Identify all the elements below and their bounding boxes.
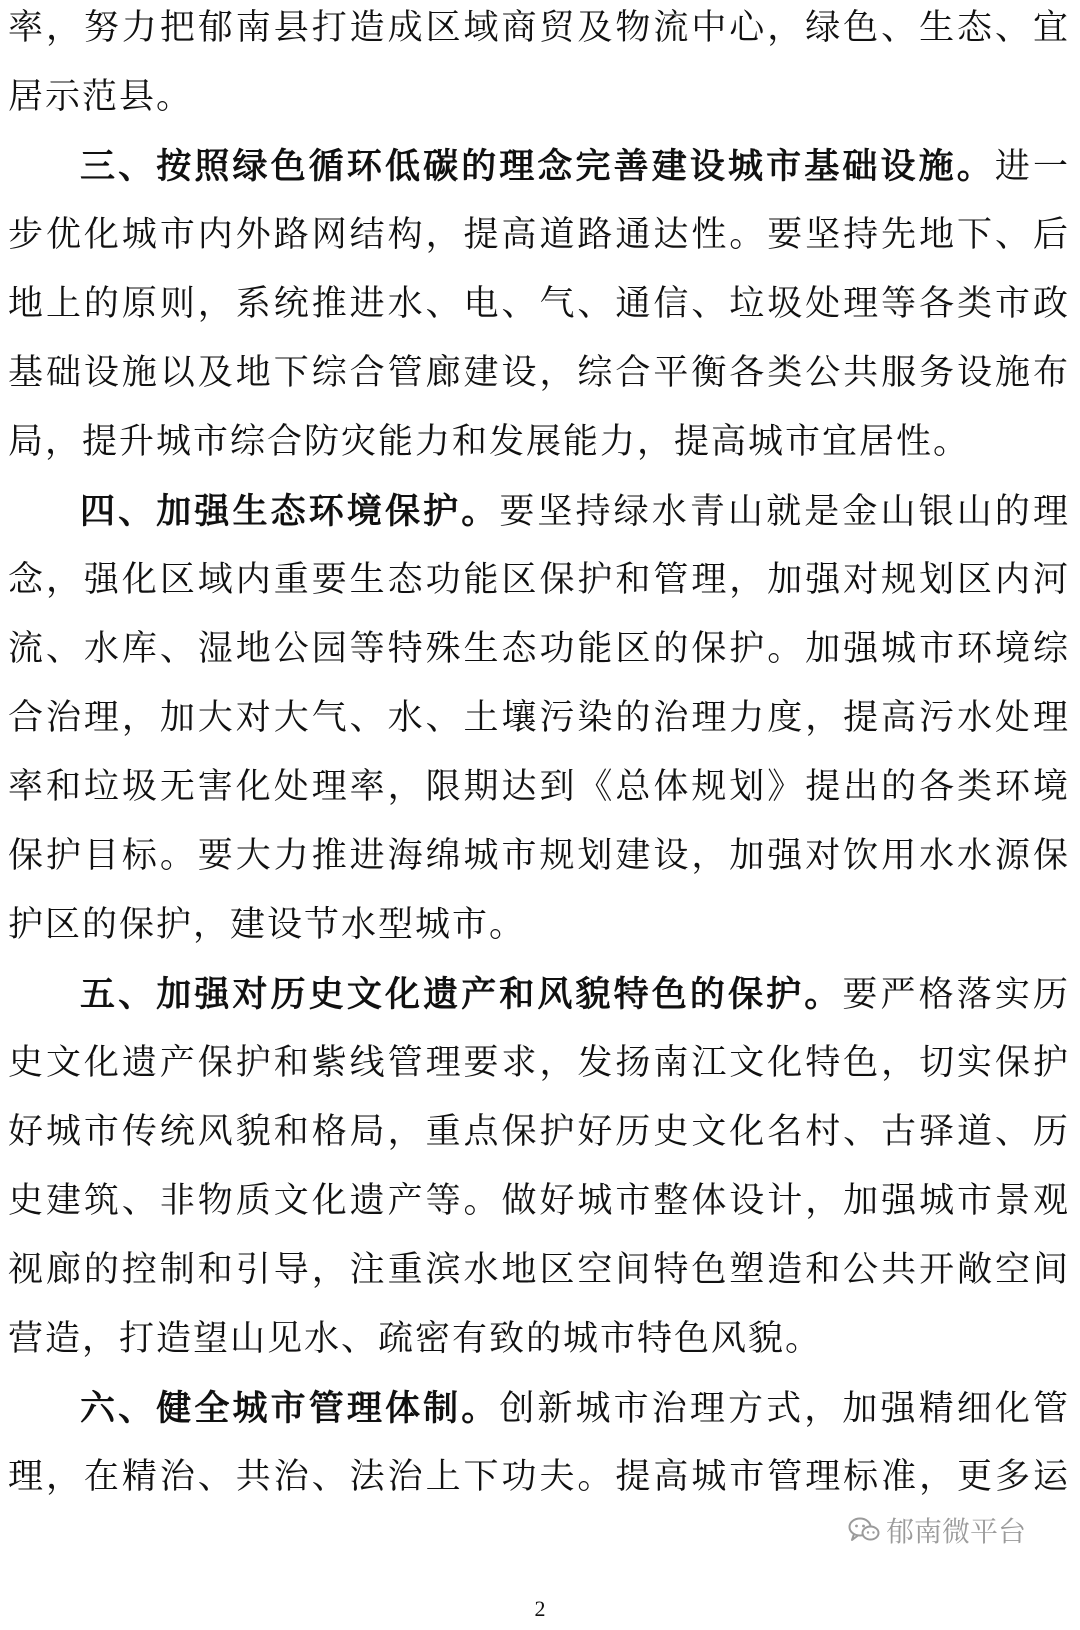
document-line (8, 408, 1068, 477)
document-line (8, 1098, 1068, 1167)
watermark (848, 1512, 1026, 1548)
line-text: 创新城市治理方式，加强精细化管 (499, 1389, 1068, 1429)
line-text: 营造，打造望山见水、疏密有致的城市特色风貌。 (8, 1319, 823, 1359)
paragraph-heading-line (8, 132, 1068, 201)
section-heading: 六、健全城市管理体制。 (80, 1388, 500, 1429)
line-text: 理，在精治、共治、法治上下功夫。提高城市管理标准，更多运 (8, 1457, 1068, 1497)
line-text: 要坚持绿水青山就是金山银山的理 (499, 492, 1068, 532)
document-line (8, 339, 1068, 408)
document-line (8, 1167, 1068, 1236)
line-text: 合治理，加大对大气、水、土壤污染的治理力度，提高污水处理 (8, 698, 1068, 738)
line-text: 流、水库、湿地公园等特殊生态功能区的保护。加强城市环境综 (8, 629, 1068, 669)
line-text: 基础设施以及地下综合管廊建设，综合平衡各类公共服务设施布 (8, 353, 1068, 393)
line-text: 念，强化区域内重要生态功能区保护和管理，加强对规划区内河 (8, 560, 1068, 600)
line-text: 进一 (994, 147, 1068, 187)
document-line (8, 0, 1068, 63)
section-heading: 四、加强生态环境保护。 (80, 491, 500, 532)
line-text: 率，努力把郁南县打造成区域商贸及物流中心，绿色、生态、宜 (8, 8, 1068, 48)
document-line (8, 270, 1068, 339)
document-line (8, 1305, 1068, 1374)
line-text: 好城市传统风貌和格局，重点保护好历史文化名村、古驿道、历 (8, 1112, 1068, 1152)
document-line (8, 822, 1068, 891)
section-heading: 五、加强对历史文化遗产和风貌特色的保护。 (80, 974, 843, 1015)
line-text: 地上的原则，系统推进水、电、气、通信、垃圾处理等各类市政 (8, 284, 1068, 324)
document-line (8, 615, 1068, 684)
line-text: 局，提升城市综合防灾能力和发展能力，提高城市宜居性。 (8, 422, 971, 462)
line-text: 率和垃圾无害化处理率，限期达到《总体规划》提出的各类环境 (8, 767, 1068, 807)
line-text: 居示范县。 (8, 77, 194, 117)
paragraph-heading-line (8, 477, 1068, 546)
line-text: 步优化城市内外路网结构，提高道路通达性。要坚持先地下、后 (8, 215, 1068, 255)
line-text: 史建筑、非物质文化遗产等。做好城市整体设计，加强城市景观 (8, 1181, 1068, 1221)
document-line (8, 63, 1068, 132)
document-line (8, 891, 1068, 960)
page-number: 2 (534, 1596, 546, 1621)
watermark-label: 郁南微平台 (886, 1515, 1027, 1548)
line-text: 保护目标。要大力推进海绵城市规划建设，加强对饮用水水源保 (8, 836, 1068, 876)
document-line (8, 753, 1068, 822)
line-text: 要严格落实历 (842, 975, 1068, 1015)
document-line (8, 1443, 1068, 1512)
document-line (8, 1029, 1068, 1098)
document-body (8, 0, 1068, 1512)
document-line (8, 201, 1068, 270)
document-line (8, 1236, 1068, 1305)
document-line (8, 684, 1068, 753)
section-heading: 三、按照绿色循环低碳的理念完善建设城市基础设施。 (80, 146, 995, 187)
line-text: 视廊的控制和引导，注重滨水地区空间特色塑造和公共开敞空间 (8, 1250, 1068, 1290)
paragraph-heading-line (8, 960, 1068, 1029)
paragraph-heading-line (8, 1374, 1068, 1443)
line-text: 史文化遗产保护和紫线管理要求，发扬南江文化特色，切实保护 (8, 1043, 1068, 1083)
wechat-icon (848, 1516, 880, 1544)
line-text: 护区的保护，建设节水型城市。 (8, 905, 527, 945)
document-line (8, 546, 1068, 615)
